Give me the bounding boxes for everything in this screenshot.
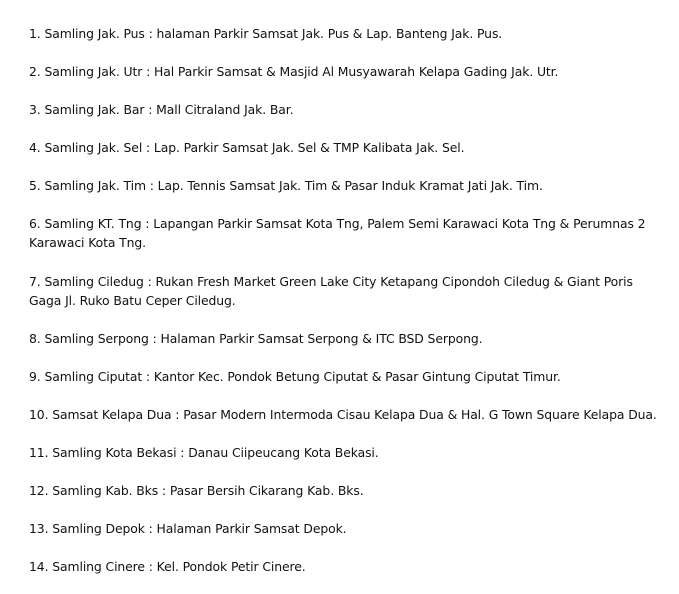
list-item: 7. Samling Ciledug : Rukan Fresh Market Green Lake City Ketapang Cipondoh Ciledug & Giant Poris Gaga Jl. Ruko Batu Ceper Ciledug. bbox=[29, 274, 633, 308]
list-item: 14. Samling Cinere : Kel. Pondok Petir Cinere. bbox=[29, 559, 306, 574]
list-item: 3. Samling Jak. Bar : Mall Citraland Jak. Bar. bbox=[29, 102, 294, 117]
list-item: 13. Samling Depok : Halaman Parkir Samsat Depok. bbox=[29, 521, 347, 536]
list-item: 4. Samling Jak. Sel : Lap. Parkir Samsat Jak. Sel & TMP Kalibata Jak. Sel. bbox=[29, 140, 465, 155]
list-item: 2. Samling Jak. Utr : Hal Parkir Samsat & Masjid Al Musyawarah Kelapa Gading Jak. Utr. bbox=[29, 64, 559, 79]
list-item: 1. Samling Jak. Pus : halaman Parkir Samsat Jak. Pus & Lap. Banteng Jak. Pus. bbox=[29, 26, 503, 41]
list-item: 10. Samsat Kelapa Dua : Pasar Modern Intermoda Cisau Kelapa Dua & Hal. G Town Square Kelapa Dua. bbox=[29, 407, 657, 422]
list-item: 5. Samling Jak. Tim : Lap. Tennis Samsat Jak. Tim & Pasar Induk Kramat Jati Jak. Tim. bbox=[29, 178, 543, 193]
list-item: 8. Samling Serpong : Halaman Parkir Samsat Serpong & ITC BSD Serpong. bbox=[29, 331, 483, 346]
list-item: 6. Samling KT. Tng : Lapangan Parkir Samsat Kota Tng, Palem Semi Karawaci Kota Tng & Perumnas 2 Karawaci Kota Tng. bbox=[29, 216, 646, 250]
list-item: 12. Samling Kab. Bks : Pasar Bersih Cikarang Kab. Bks. bbox=[29, 483, 364, 498]
list-item: 11. Samling Kota Bekasi : Danau Ciipeucang Kota Bekasi. bbox=[29, 445, 379, 460]
list-item: 9. Samling Ciputat : Kantor Kec. Pondok Betung Ciputat & Pasar Gintung Ciputat Timur. bbox=[29, 369, 561, 384]
